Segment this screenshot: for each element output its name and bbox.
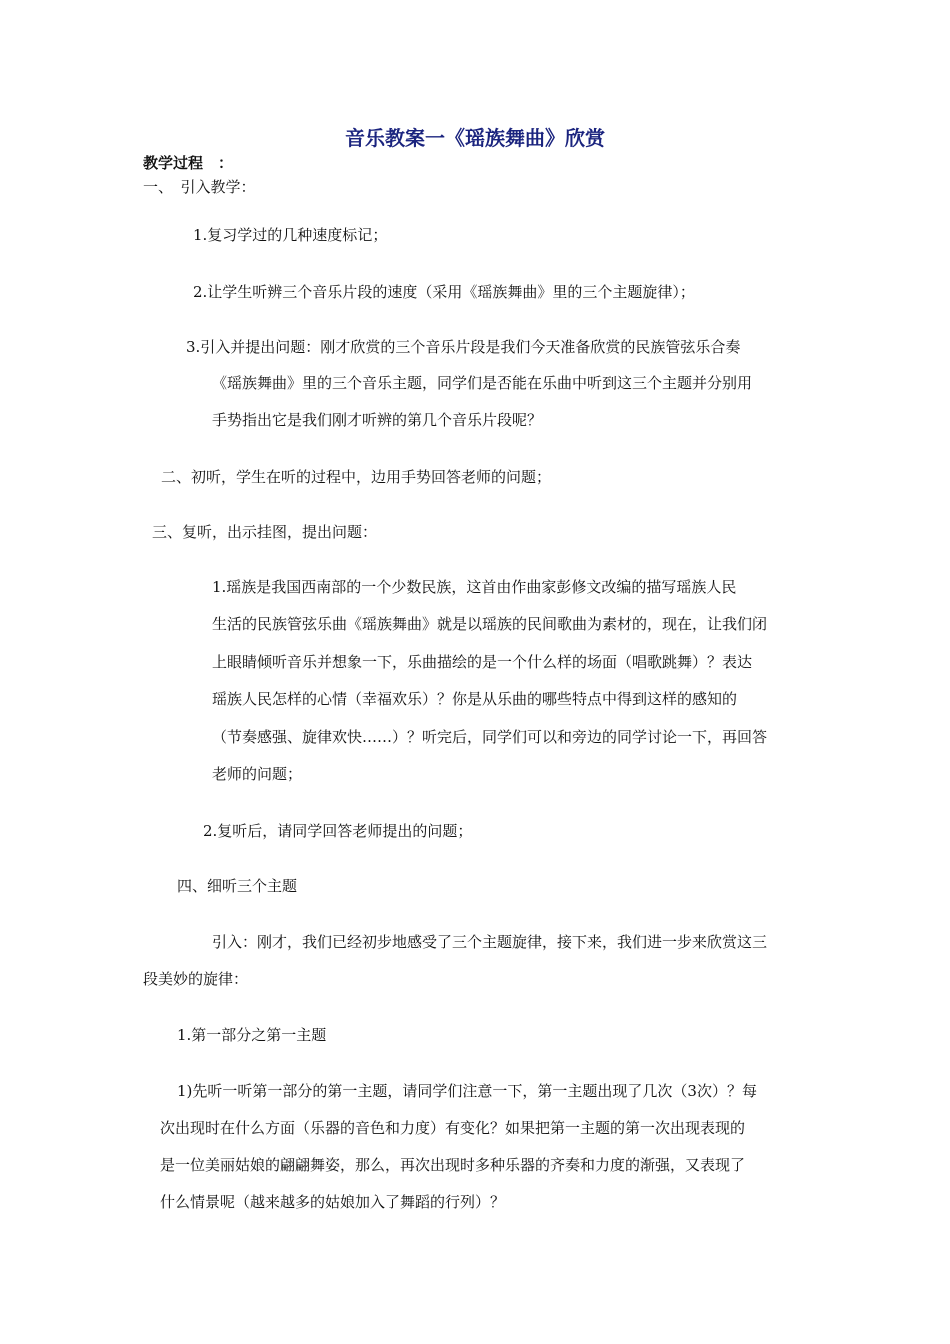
section-1-item-3-line-2: 《瑶族舞曲》里的三个音乐主题，同学们是否能在乐曲中听到这三个主题并分别用 [212,374,753,392]
section-4-question-line-4: 什么情景呢（越来越多的姑娘加入了舞蹈的行列）？ [160,1193,506,1211]
section-3-item-2: 2.复听后，请同学回答老师提出的问题； [203,822,473,840]
section-4-intro-line-1: 引入：刚才，我们已经初步地感受了三个主题旋律，接下来，我们进一步来欣赏这三 [212,933,768,951]
section-3-heading: 三、复听，出示挂图，提出问题： [152,523,378,541]
section-3-item-1-line-4: 瑶族人民怎样的心情（幸福欢乐）？你是从乐曲的哪些特点中得到这样的感知的 [212,690,738,708]
section-3-item-1-line-5: （节奏感强、旋律欢快……）？听完后，同学们可以和旁边的同学讨论一下，再回答 [212,728,768,746]
section-1-item-3-line-1: 3.引入并提出问题：刚才欣赏的三个音乐片段是我们今天准备欣赏的民族管弦乐合奏 [186,338,741,356]
section-4-question-line-2: 次出现时在什么方面（乐器的音色和力度）有变化？如果把第一主题的第一次出现表现的 [160,1119,746,1137]
section-3-item-1-line-3: 上眼睛倾听音乐并想象一下，乐曲描绘的是一个什么样的场面（唱歌跳舞）？表达 [212,653,753,671]
section-4-question-line-1: 1)先听一听第一部分的第一主题，请同学们注意一下，第一主题出现了几次（3次）？每 [177,1082,757,1100]
section-1-item-2: 2.让学生听辨三个音乐片段的速度（采用《瑶族舞曲》里的三个主题旋律）； [193,283,695,301]
section-3-item-1-line-6: 老师的问题； [212,765,303,783]
section-2-heading: 二、初听，学生在听的过程中，边用手势回答老师的问题； [161,468,552,486]
section-3-item-1-line-2: 生活的民族管弦乐曲《瑶族舞曲》就是以瑶族的民间歌曲为素材的，现在，让我们闭 [212,615,768,633]
section-4-part-1: 1.第一部分之第一主题 [177,1026,327,1044]
section-1-heading: 一、 引入教学： [143,178,256,196]
document-title: 音乐教案一《瑶族舞曲》欣赏 [345,126,605,150]
section-1-item-3-line-3: 手势指出它是我们刚才听辨的第几个音乐片段呢？ [212,411,543,429]
section-1-item-1: 1.复习学过的几种速度标记； [193,226,388,244]
process-label: 教学过程 ： [143,154,234,172]
section-4-heading: 四、细听三个主题 [177,877,298,895]
section-4-question-line-3: 是一位美丽姑娘的翩翩舞姿，那么，再次出现时多种乐器的齐奏和力度的渐强，又表现了 [160,1156,746,1174]
section-4-intro-line-2: 段美妙的旋律： [143,970,249,988]
section-3-item-1-line-1: 1.瑶族是我国西南部的一个少数民族，这首由作曲家彭修文改编的描写瑶族人民 [212,578,737,596]
